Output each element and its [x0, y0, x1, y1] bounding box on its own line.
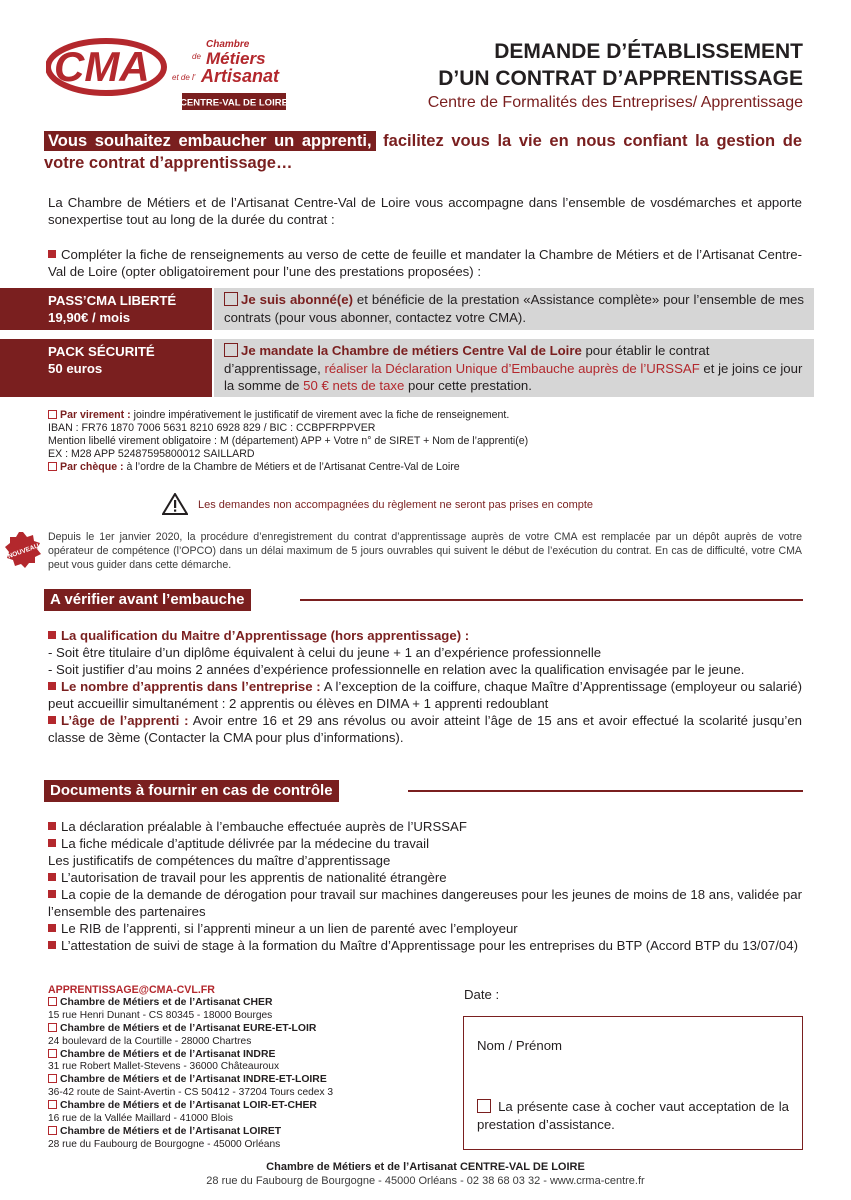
footer-title: Chambre de Métiers et de l’Artisanat CENTRE-VAL DE LOIRE — [266, 1161, 585, 1173]
checkbox-icon[interactable] — [48, 462, 57, 471]
section-title-documents: Documents à fournir en cas de contrôle — [44, 780, 339, 802]
checkbox-icon[interactable] — [224, 343, 238, 357]
warning-text: Les demandes non accompagnées du règlement ne seront pas prises en compte — [198, 499, 594, 511]
cheque-label: Par chèque : — [60, 461, 124, 473]
age-title: L’âge de l’apprenti : — [61, 713, 189, 728]
instructions-text: Compléter la fiche de renseignements au verso de cette de feuille et mandater la Chambre de Métiers et de l’Artisanat Centre-Val de Loire (opter obligatoirement pour l’une des prestations proposées) : — [48, 247, 802, 279]
offer-text-1: pour établir le contrat d’apprentissage, — [224, 343, 710, 376]
contact-item: Chambre de Métiers et de l’Artisanat INDRE — [48, 1049, 448, 1062]
offer-price: 19,90€ / mois — [48, 310, 131, 325]
offer-red-1: réaliser la Déclaration Unique d’Embauche auprès de l’URSSAF — [324, 360, 700, 376]
list-item: L’autorisation de travail pour les apprentis de nationalité étrangère — [48, 869, 802, 886]
offer-red-2: 50 € nets de taxe — [303, 378, 405, 393]
offer-bold: Je suis abonné(e) — [241, 292, 353, 307]
bullet-icon — [48, 839, 56, 847]
contact-item: Chambre de Métiers et de l’Artisanat INDRE-ET-LOIRE — [48, 1074, 448, 1087]
offer-pass-cma-label — [0, 288, 212, 330]
virement-text: joindre impérativement le justificatif de virement avec la fiche de renseignement. — [130, 409, 510, 421]
logo-line1: Chambre — [206, 39, 250, 50]
qualification-line-2: - Soit justifier d’au moins 2 années d’expérience professionnelle en relation avec la qualification envisagée par le jeune. — [48, 662, 745, 677]
nouveau-badge-text: NOUVEAU — [7, 542, 40, 561]
contact-address: 31 rue Robert Mallet-Stevens - 36000 Châteauroux — [48, 1061, 280, 1073]
contact-item: Chambre de Métiers et de l’Artisanat CHER — [48, 997, 448, 1010]
checkbox-icon[interactable] — [48, 1023, 57, 1032]
logo-line3b: Artisanat — [201, 66, 280, 86]
intro-rest: facilitez vous la vie en nous confiant la gestion de votre contrat d’apprentissage… — [44, 132, 802, 172]
checkbox-icon[interactable] — [48, 1049, 57, 1058]
logo-line2a: de — [192, 52, 201, 61]
list-item: Les justificatifs de compétences du maître d’apprentissage — [48, 853, 391, 868]
nouveau-paragraph: Depuis le 1er janvier 2020, la procédure d’enregistrement du contrat d’apprentissage auprès de votre CMA est remplacée par un dépôt auprès de votre opérateur de compétence (l’OPCO) dans un délai maximum de 5 jours ouvrables qui suivent le début de l’exécution du contrat. En cas de difficulté, votre CMA peut vous guider dans cette démarche. — [48, 531, 802, 571]
intro-highlight: Vous souhaitez embaucher un apprenti, — [44, 131, 376, 151]
list-item: La fiche médicale d’aptitude délivrée par la médecine du travail — [48, 835, 802, 852]
bullet-icon — [48, 941, 56, 949]
list-item: La déclaration préalable à l’embauche effectuée auprès de l’URSSAF — [48, 818, 802, 835]
intro-paragraph: La Chambre de Métiers et de l’Artisanat Centre-Val de Loire vous accompagne dans l’ensemble de vosdémarches et apporte sonexpertise tout au long de la durée du contrat : — [48, 195, 802, 227]
checkbox-icon[interactable] — [48, 1126, 57, 1135]
bullet-icon — [48, 822, 56, 830]
checkbox-icon[interactable] — [48, 997, 57, 1006]
intro-banner — [44, 130, 802, 174]
contact-address: 24 boulevard de la Courtille - 28000 Chartres — [48, 1035, 252, 1047]
cma-logo-mark — [46, 35, 296, 115]
offer-text-3: pour cette prestation. — [404, 378, 532, 393]
documents-list — [48, 818, 802, 954]
bullet-icon — [48, 250, 56, 258]
cma-logo — [46, 35, 296, 115]
contact-address: 16 rue de la Vallée Maillard - 41000 Blois — [48, 1113, 233, 1125]
nouveau-badge — [4, 531, 42, 574]
offer-pass-cma-detail[interactable] — [214, 288, 814, 330]
warning-icon — [162, 493, 188, 520]
qualification-line-1: - Soit être titulaire d’un diplôme équivalent à celui du jeune + 1 an d’expérience professionnelle — [48, 645, 602, 660]
contact-item: Chambre de Métiers et de l’Artisanat LOIRET — [48, 1126, 448, 1139]
bullet-icon — [48, 924, 56, 932]
verifier-content — [48, 627, 802, 746]
logo-region: CENTRE-VAL DE LOIRE — [180, 97, 288, 109]
offer-name: PACK SÉCURITÉ — [48, 344, 155, 359]
qualification-title: La qualification du Maitre d’Apprentissage (hors apprentissage) : — [61, 628, 470, 643]
logo-letters: CMA — [54, 43, 150, 90]
bullet-icon — [48, 682, 56, 690]
section-title-verifier: A vérifier avant l’embauche — [44, 589, 251, 611]
checkbox-icon[interactable] — [48, 410, 57, 419]
section-divider — [408, 790, 803, 792]
acceptance-text: La présente case à cocher vaut acceptation de la prestation d’assistance. — [477, 1099, 789, 1132]
page-subtitle: Centre de Formalités des Entreprises/ Apprentissage — [427, 94, 803, 111]
contact-item: Chambre de Métiers et de l’Artisanat LOIR-ET-CHER — [48, 1100, 448, 1113]
logo-line2b: Métiers — [206, 49, 266, 68]
example-line: EX : M28 APP 52487595800012 SAILLARD — [48, 448, 255, 460]
signature-box[interactable] — [463, 1016, 803, 1150]
bullet-icon — [48, 631, 56, 639]
contact-address: 15 rue Henri Dunant - CS 80345 - 18000 Bourges — [48, 1009, 273, 1021]
cheque-text: à l’ordre de la Chambre de Métiers et de l’Artisanat Centre-Val de Loire — [123, 461, 460, 473]
mention-line: Mention libellé virement obligatoire : M (département) APP + Votre n° de SIRET + Nom de l’apprenti(e) — [48, 435, 529, 447]
age-text: Avoir entre 16 et 29 ans révolus ou avoir atteint l’âge de 15 ans et avoir effectué la scolarité jusqu’en classe de 3ème (Contacter la CMA pour plus d’informations). — [48, 713, 802, 745]
offer-text-2: et je joins ce jour la somme de — [224, 360, 803, 393]
offer-price: 50 euros — [48, 361, 103, 376]
contacts-block — [48, 984, 448, 1152]
acceptance-checkbox[interactable] — [477, 1098, 789, 1133]
checkbox-icon[interactable] — [224, 292, 238, 306]
list-item: Le RIB de l’apprenti, si l’apprenti mineur a un lien de parenté avec l’employeur — [48, 920, 802, 937]
date-field[interactable]: Date : — [464, 987, 500, 1002]
contact-email[interactable]: APPRENTISSAGE@CMA-CVL.FR — [48, 984, 215, 996]
instructions-paragraph — [48, 246, 802, 280]
offer-pack-securite-detail[interactable] — [214, 339, 814, 397]
logo-line3a: et de l' — [172, 73, 196, 82]
checkbox-icon[interactable] — [48, 1074, 57, 1083]
checkbox-icon[interactable] — [477, 1099, 491, 1113]
contact-address: 36-42 route de Saint-Avertin - CS 50412 - 37204 Tours cedex 3 — [48, 1087, 334, 1099]
checkbox-icon[interactable] — [48, 1100, 57, 1109]
title-line-2: D’UN CONTRAT D’APPRENTISSAGE — [438, 67, 803, 90]
virement-label: Par virement : — [60, 409, 131, 421]
list-item: La copie de la demande de dérogation pour travail sur machines dangereuses pour les jeunes de moins de 18 ans, validée par l’ensemble des partenaires — [48, 887, 802, 919]
iban-line: IBAN : FR76 1870 7006 5631 8210 6928 829 / BIC : CCBPFRPPVER — [48, 422, 376, 434]
nombre-text: A l’exception de la coiffure, chaque Maître d’Apprentissage (employeur ou salarié) peut accueillir simultanément : 2 apprentis ou élèves en DIMA + 1 apprenti redoublant — [48, 679, 802, 711]
name-field-label: Nom / Prénom — [477, 1038, 563, 1053]
offer-name: PASS’CMA LIBERTÉ — [48, 293, 177, 308]
offer-text: et bénéficie de la prestation «Assistance complète» pour l’ensemble de mes contrats (pour vous abonner, contactez votre CMA). — [224, 292, 804, 325]
section-divider — [300, 599, 803, 601]
title-line-1: DEMANDE D’ÉTABLISSEMENT — [494, 40, 803, 63]
footer-address: 28 rue du Faubourg de Bourgogne - 45000 Orléans - 02 38 68 03 32 - www.crma-centre.fr — [206, 1175, 645, 1187]
contact-item: Chambre de Métiers et de l’Artisanat EURE-ET-LOIR — [48, 1023, 448, 1036]
list-item: L’attestation de suivi de stage à la formation du Maître d’Apprentissage pour les entreprises du BTP (Accord BTP du 13/07/04) — [48, 937, 802, 954]
offer-bold: Je mandate la Chambre de métiers Centre Val de Loire — [241, 343, 582, 358]
offer-pack-securite-label — [0, 339, 212, 397]
bullet-icon — [48, 890, 56, 898]
payment-info — [48, 409, 802, 474]
page-title — [438, 38, 803, 92]
bullet-icon — [48, 873, 56, 881]
contact-address: 28 rue du Faubourg de Bourgogne - 45000 Orléans — [48, 1138, 281, 1150]
bullet-icon — [48, 716, 56, 724]
nombre-title: Le nombre d’apprentis dans l’entreprise : — [61, 679, 321, 694]
